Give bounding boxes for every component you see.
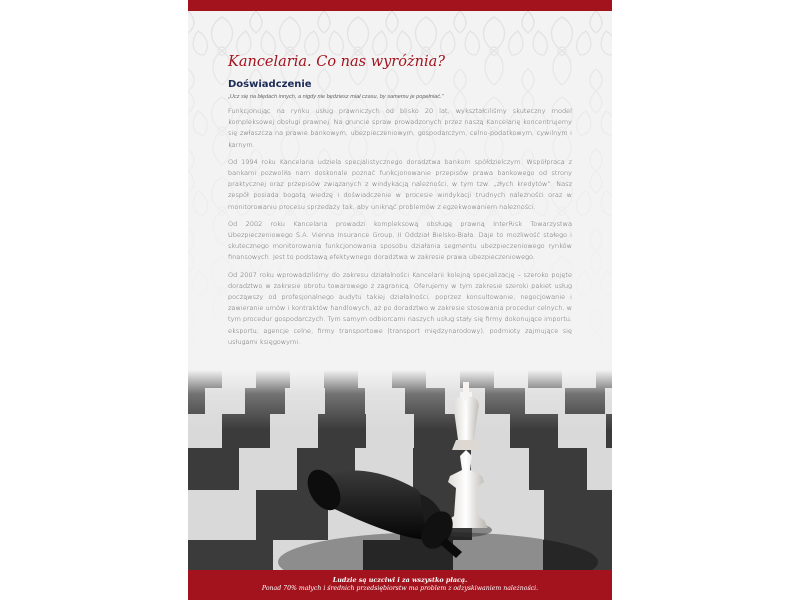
footer-tagline: Ludzie są uczciwi i za wszystko płacą. [332, 576, 468, 584]
paragraph: Funkcjonując na rynku usług prawniczych od blisko 20 lat, wykształciliśmy skuteczny model kompleksowej obsługi prawnej. Na gruncie spraw prowadzonych przez naszą Kancelarię koncentrujemy się zwłaszcza na prawie bankowym, ubezpieczeniowym, gospodarczym, celno-podatkowym, cywilnym i karnym. [228, 107, 572, 149]
document-page [188, 0, 612, 600]
footer-statement: Ponad 70% małych i średnich przedsiębiorstw ma problem z odzyskiwaniem należności. [261, 585, 539, 592]
section-subheading: Doświadczenie [228, 79, 312, 90]
paragraph: Od 2007 roku wprowadziliśmy do zakresu działalności Kancelarii kolejną specjalizację – szeroko pojęte doradztwo w zakresie obrotu towarowego z zagranicą. Oferujemy w tym zakresie szeroki pakiet usług począwszy od profesjonalnego audytu takiej działalności, poprzez konsultowanie, negocjowanie i zawieranie umów i kontraktów handlowych, aż po doradztwo w zakresie stosowania procedur celnych, w tym procedur gospodarczych. Tym samym odbiorcami naszych usług stały się firmy dokonujące importu, eksportu, agencje celne, firmy transportowe (transport międzynarodowy), podmioty zajmujące się usługami księgowymi. [228, 270, 572, 346]
page-heading: Kancelaria. Co nas wyróżnia? [228, 54, 445, 70]
section-quote: „Ucz się na błędach innych, a nigdy nie będziesz miał czasu, by samemu je popełniać.” [228, 94, 444, 100]
chessboard-image [188, 370, 612, 570]
body-text [228, 106, 572, 354]
paragraph: Od 2002 roku Kancelaria prowadzi kompleksową obsługę prawną InterRisk Towarzystwa Ubezpieczeniowego S.A. Vienna Insurance Group, II Oddział Bielsko-Biała. Daje to możliwość stałego i skutecznego monitorowania funkcjonowania sposobu działania segmentu ubezpieczeniowego rynków finansowych. Jest to podstawą efektywnego doradztwa w zakresie prawa ubezpieczeniowego. [228, 219, 572, 262]
top-accent-bar [188, 0, 612, 11]
paragraph: Od 1994 roku Kancelaria udziela specjalistycznego doradztwa bankom spółdzielczym. Współpraca z bankami pozwoliła nam doskonale poznać funkcjonowanie przepisów prawa bankowego od strony praktycznej oraz przepisów związanych z windykacją należności, w tym tzw. „złych kredytów”. Nasz zespół posiada bogatą wiedzę i doświadczenie w procesie windykacji trudnych należności oraz w monitorowaniu procesu sprzedaży tak, aby uniknąć problemów z egzekwowaniem należności. [228, 157, 572, 211]
footer-bar [188, 570, 612, 600]
